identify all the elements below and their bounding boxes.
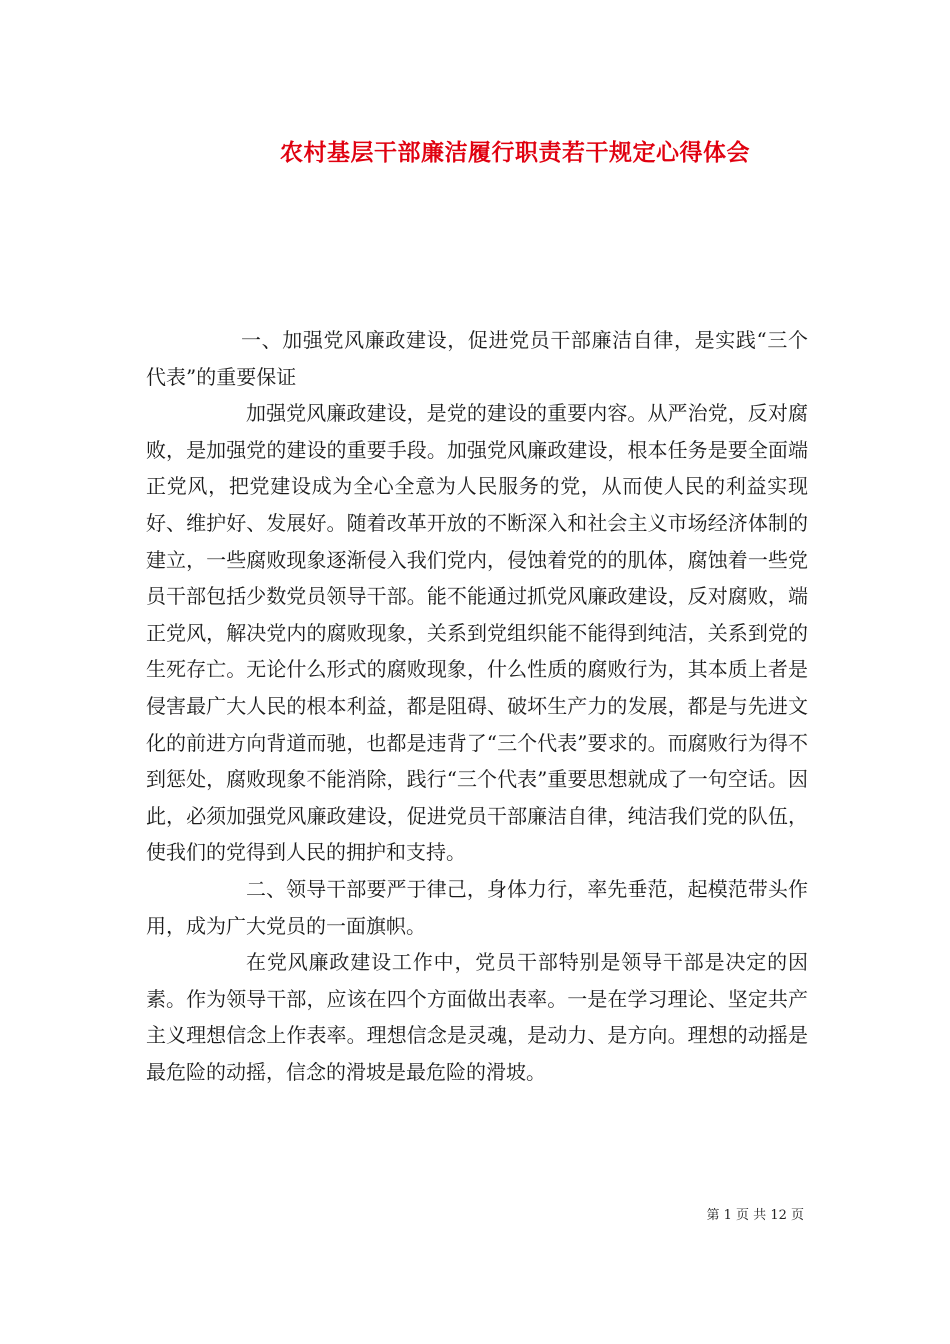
body-paragraph-1: 加强党风廉政建设，是党的建设的重要内容。从严治党，反对腐败，是加强党的建设的重要手段。加强党风廉政建设，根本任务是要全面端正党风，把党建设成为全心全意为人民服务的党，从而使人民的利益实现好、维护好、发展好。随着改革开放的不断深入和社会主义市场经济体制的建立，一些腐败现象逐渐侵入我们党内，侵蚀着党的的肌体，腐蚀着一些党员干部包括少数党员领导干部。能不能通过抓党风廉政建设，反对腐败，端正党风，解决党内的腐败现象，关系到党组织能不能得到纯洁，关系到党的生死存亡。无论什么形式的腐败现象，什么性质的腐败行为，其本质上者是侵害最广大人民的根本利益，都是阻碍、破坏生产力的发展，都是与先进文化的前进方向背道而驰，也都是违背了“三个代表”要求的。而腐败行为得不到惩处，腐败现象不能消除，践行“三个代表”重要思想就成了一句空话。因此，必须加强党风廉政建设，促进党员干部廉洁自律，纯洁我们党的队伍，使我们的党得到人民的拥护和支持。 <box>146 401 808 865</box>
document-body <box>146 322 808 1090</box>
page-number-footer: 第 1 页 共 12 页 <box>706 1208 804 1223</box>
document-title: 农村基层干部廉洁履行职责若干规定心得体会 <box>280 139 750 166</box>
section-heading-2: 二、领导干部要严于律己，身体力行，率先垂范，起模范带头作用，成为广大党员的一面旗帜。 <box>146 876 808 938</box>
section-heading-1: 一、加强党风廉政建设，促进党员干部廉洁自律，是实践“三个代表”的重要保证 <box>146 328 808 389</box>
body-paragraph-2: 在党风廉政建设工作中，党员干部特别是领导干部是决定的因素。作为领导干部，应该在四个方面做出表率。一是在学习理论、坚定共产主义理想信念上作表率。理想信念是灵魂，是动力、是方向。理想的动摇是最危险的动摇，信念的滑坡是最危险的滑坡。 <box>146 950 808 1084</box>
